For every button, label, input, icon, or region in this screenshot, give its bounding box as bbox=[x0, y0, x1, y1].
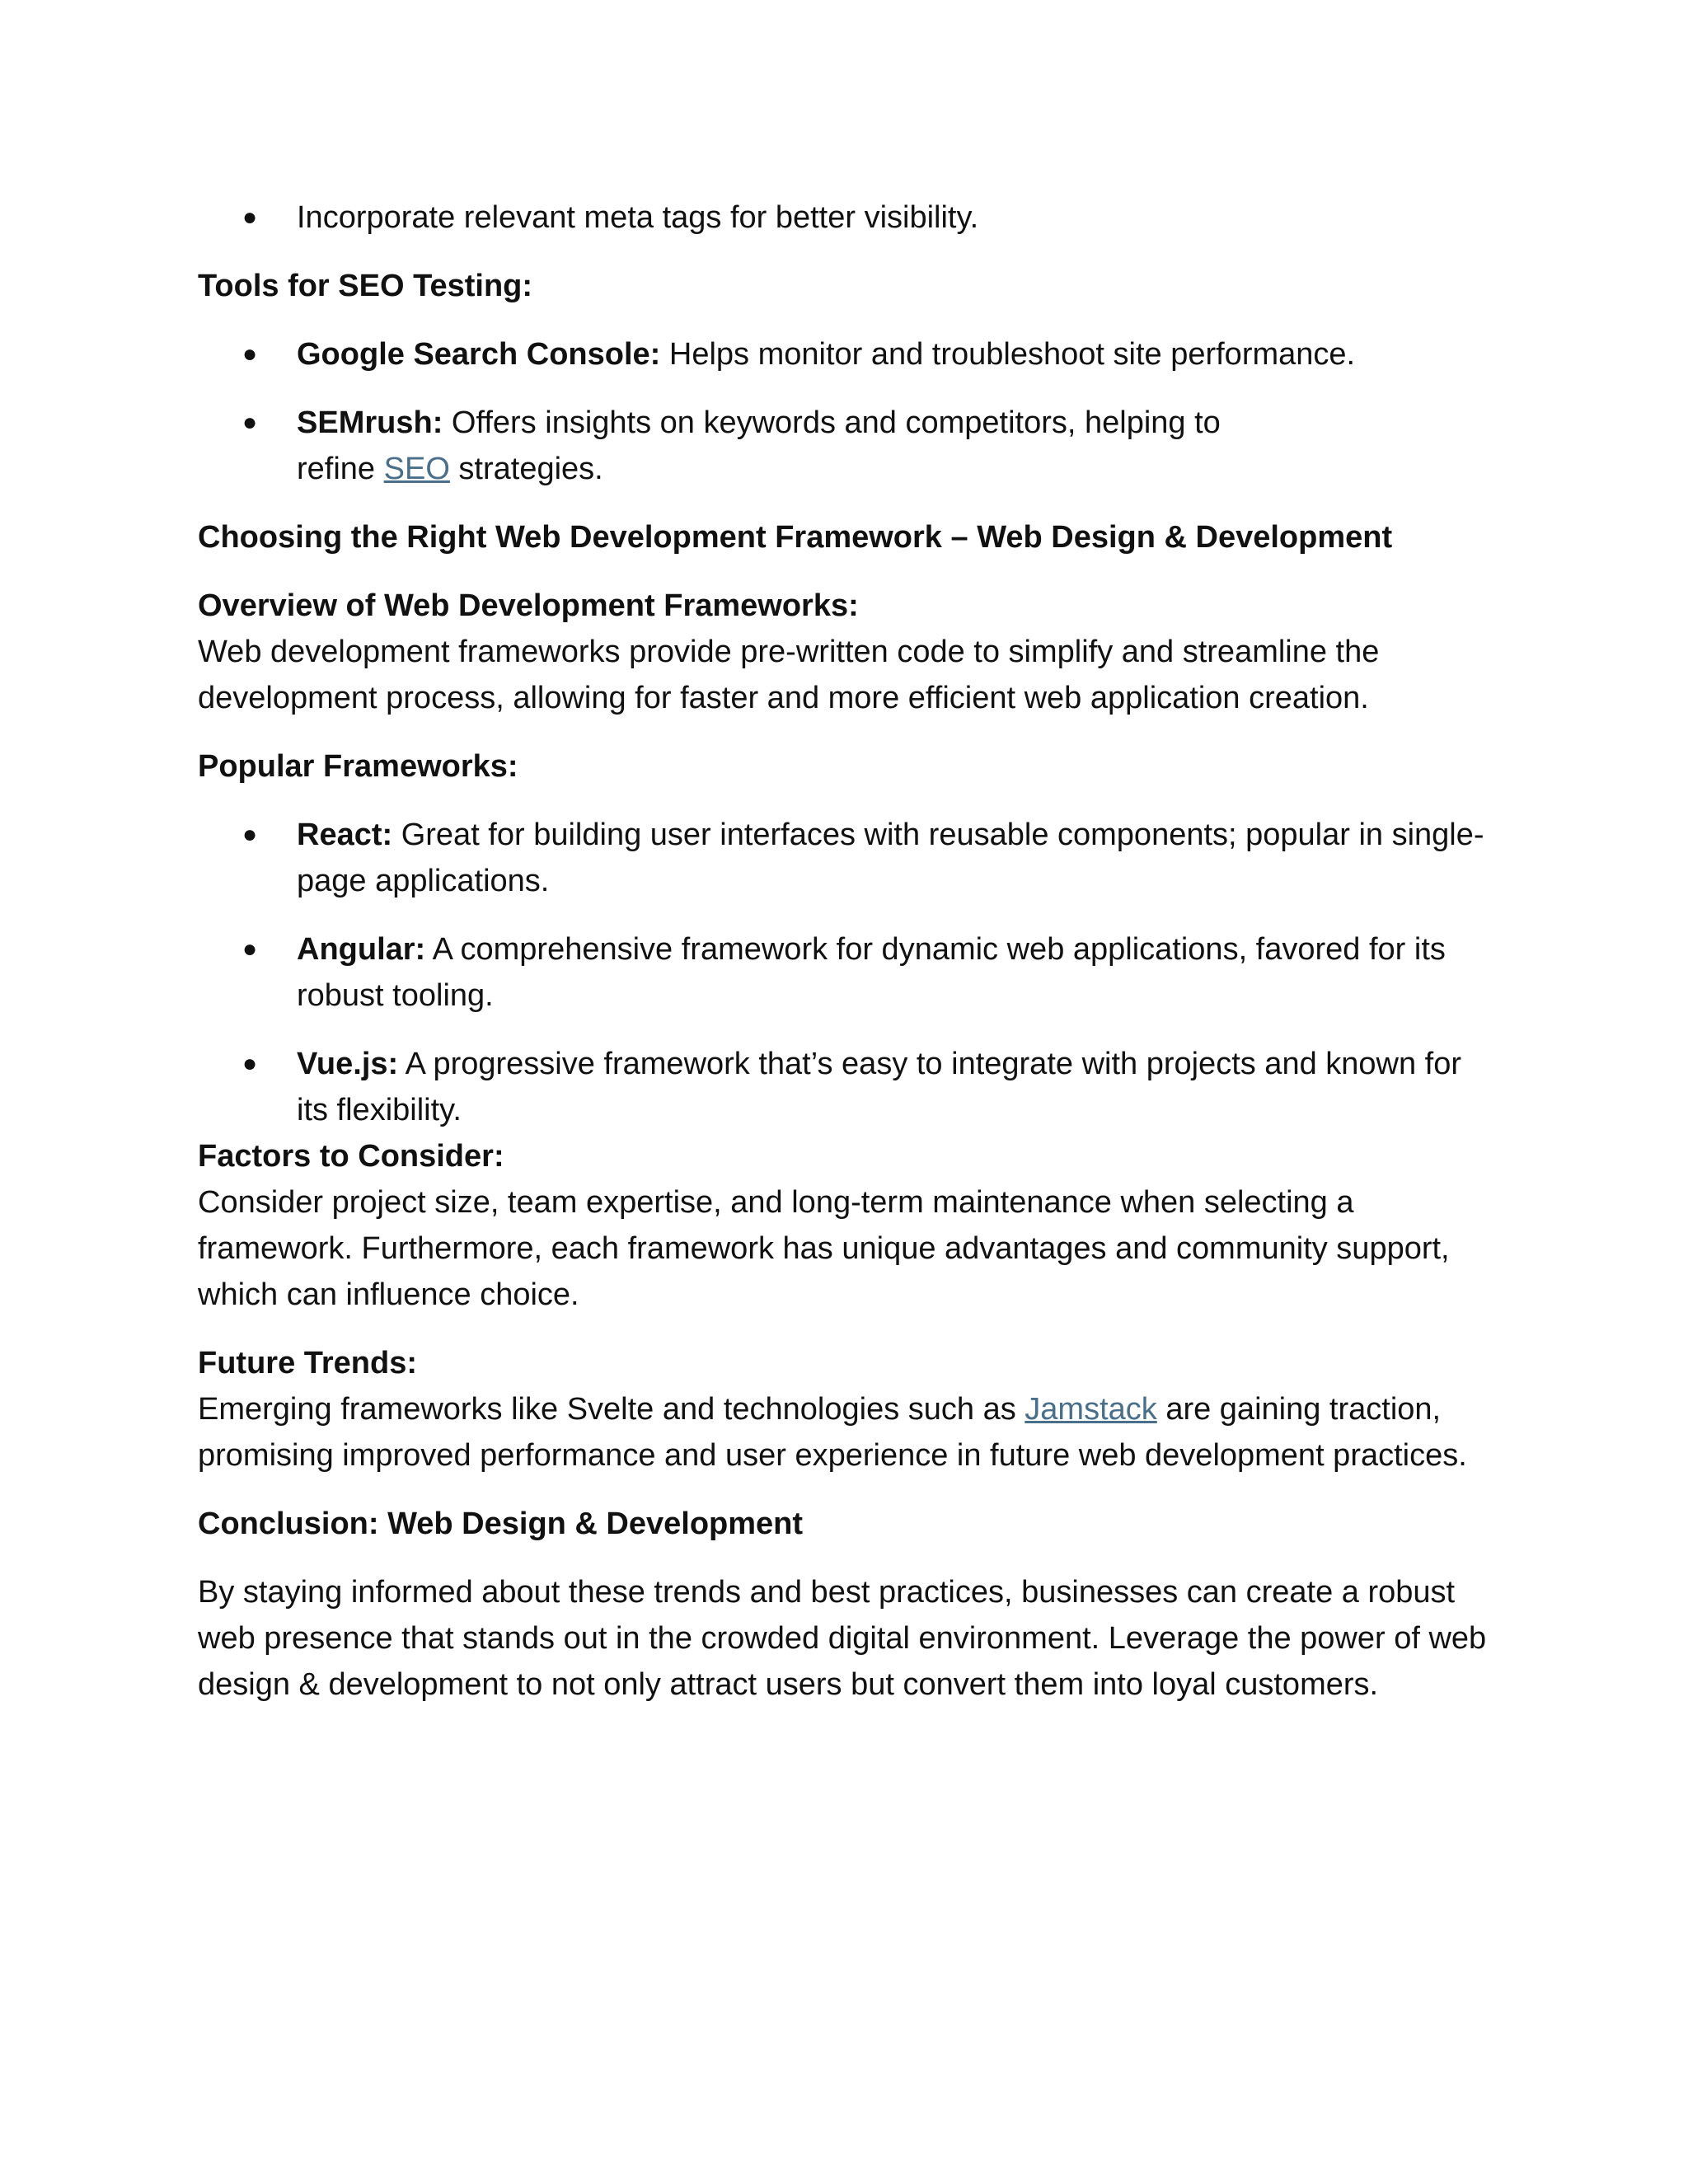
list-item bbox=[198, 1041, 1500, 1133]
future-trends-heading: Future Trends: bbox=[198, 1346, 418, 1380]
conclusion-paragraph: By staying informed about these trends and best practices, businesses can create a robust web presence that stands out in the crowded digital environment. Leverage the power of web design & development to not only attract users but convert them into loyal customers. bbox=[198, 1575, 1487, 1702]
list-item bbox=[198, 926, 1500, 1019]
conclusion-heading: Conclusion: Web Design & Development bbox=[198, 1507, 804, 1541]
future-trends-paragraph bbox=[198, 1386, 1500, 1479]
list-item-text: Incorporate relevant meta tags for better visibility. bbox=[297, 200, 979, 235]
list-item-text: A progressive framework that’s easy to integrate with projects and known for its flexibility. bbox=[297, 1047, 1462, 1127]
list-item-text: Offers insights on keywords and competitors, helping to bbox=[443, 405, 1221, 440]
list-item-term: Angular: bbox=[297, 932, 426, 967]
list-item-term: Vue.js: bbox=[297, 1047, 399, 1081]
list-item bbox=[198, 194, 1500, 241]
list-item-term: SEMrush: bbox=[297, 405, 443, 440]
paragraph-text: Emerging frameworks like Svelte and technologies such as bbox=[198, 1392, 1025, 1427]
list-item-text: Great for building user interfaces with reusable components; popular in single-page applications. bbox=[297, 818, 1484, 898]
meta-tags-list bbox=[198, 194, 1500, 241]
list-item bbox=[198, 331, 1500, 377]
list-item-term: Google Search Console: bbox=[297, 337, 661, 372]
factors-paragraph: Consider project size, team expertise, and long-term maintenance when selecting a framework. Furthermore, each framework has unique advantages and community support, which can influence choice. bbox=[198, 1185, 1450, 1312]
popular-frameworks-heading: Popular Frameworks: bbox=[198, 749, 518, 784]
bullet-icon: ● bbox=[242, 1050, 258, 1077]
jamstack-link[interactable]: Jamstack bbox=[1025, 1392, 1157, 1427]
frameworks-list bbox=[198, 812, 1500, 1133]
list-item-text: strategies. bbox=[449, 452, 603, 486]
list-item bbox=[198, 400, 1500, 492]
overview-paragraph: Web development frameworks provide pre-written code to simplify and streamline the development process, allowing for faster and more efficient web application creation. bbox=[198, 635, 1380, 715]
seo-link[interactable]: SEO bbox=[383, 452, 450, 486]
overview-heading: Overview of Web Development Frameworks: bbox=[198, 588, 859, 623]
document-page bbox=[198, 194, 1500, 1730]
list-item-text: Helps monitor and troubleshoot site performance. bbox=[660, 337, 1356, 372]
paragraph-text: are gaining traction, promising improved performance and user experience in future web development practices. bbox=[198, 1392, 1467, 1473]
list-item-text: A comprehensive framework for dynamic web applications, favored for its robust tooling. bbox=[297, 932, 1446, 1013]
list-item-term: React: bbox=[297, 818, 393, 852]
seo-tools-heading: Tools for SEO Testing: bbox=[198, 269, 533, 303]
bullet-icon: ● bbox=[242, 935, 258, 963]
factors-heading: Factors to Consider: bbox=[198, 1139, 504, 1174]
bullet-icon: ● bbox=[242, 821, 258, 848]
list-item bbox=[198, 812, 1500, 904]
section-title: Choosing the Right Web Development Framework – Web Design & Development bbox=[198, 520, 1393, 555]
bullet-icon: ● bbox=[242, 409, 258, 436]
list-item-text: refine bbox=[297, 452, 384, 486]
seo-tools-list bbox=[198, 331, 1500, 492]
bullet-icon: ● bbox=[242, 204, 258, 231]
bullet-icon: ● bbox=[242, 340, 258, 368]
